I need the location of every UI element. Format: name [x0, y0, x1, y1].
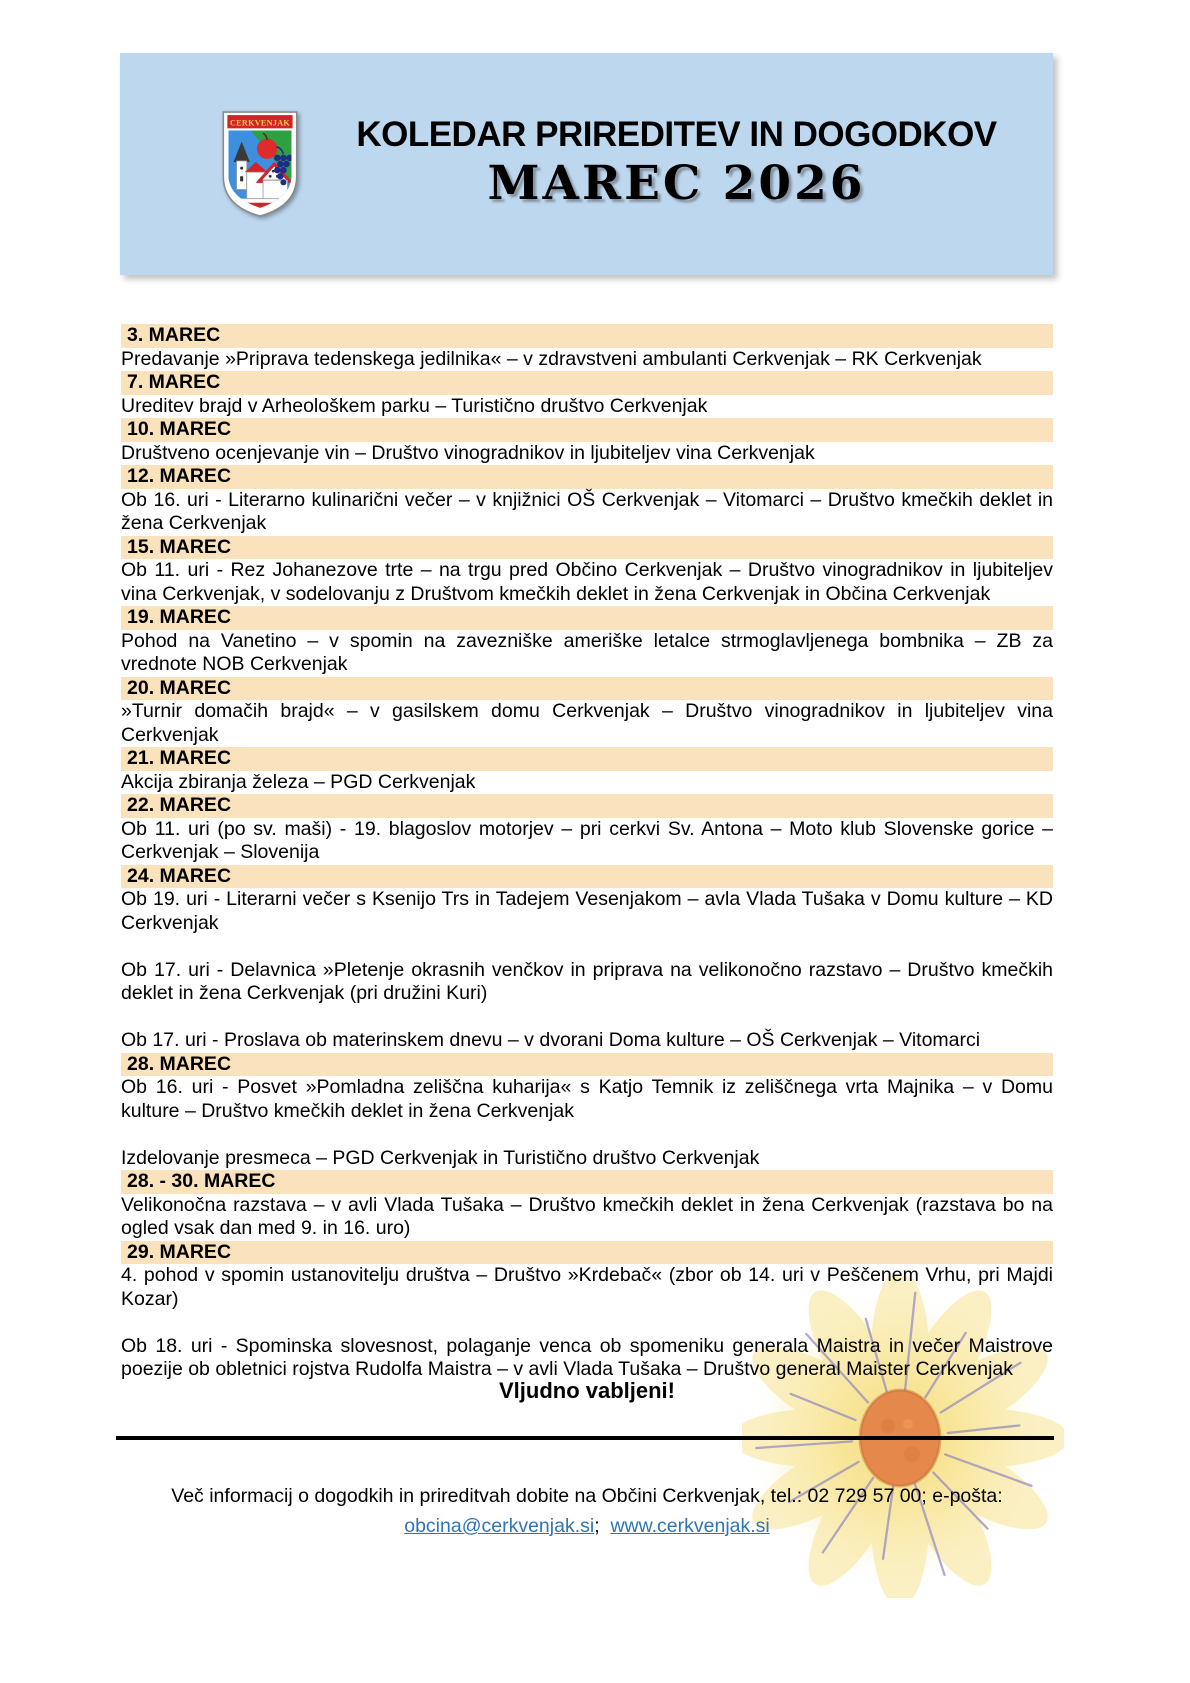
header-titles	[308, 115, 1045, 209]
event-description: Ob 11. uri - Rez Johanezove trte – na trgu pred Občino Cerkvenjak – Društvo vinogradnikov in ljubiteljev vina Cerkvenjak, v sodelovanju z Društvom kmečkih deklet in žena Cerkvenjak in Občina Cerkvenjak	[121, 559, 1053, 605]
event-date-header: 3. MAREC	[121, 324, 1053, 348]
footer-links-line	[121, 1511, 1053, 1541]
spacer-line	[121, 1311, 1053, 1335]
event-description: Ob 16. uri - Posvet »Pomladna zeliščna kuharija« s Katjo Temnik iz zeliščnega vrta Majnika – v Domu kulture – Društvo kmečkih deklet in žena Cerkvenjak	[121, 1076, 1053, 1122]
spacer-line	[121, 1006, 1053, 1030]
event-description: »Turnir domačih brajd« – v gasilskem domu Cerkvenjak – Društvo vinogradnikov in ljubiteljev vina Cerkvenjak	[121, 700, 1053, 746]
page-subtitle: MAREC 2026	[487, 156, 866, 211]
event-description: 4. pohod v spomin ustanovitelju društva – Društvo »Krdebač« (zbor ob 14. uri v Peščenem Vrhu, pri Majdi Kozar)	[121, 1264, 1053, 1310]
event-date-header: 10. MAREC	[121, 418, 1053, 442]
event-description: Ob 17. uri - Delavnica »Pletenje okrasnih venčkov in priprava na velikonočno razstavo – Društvo kmečkih deklet in žena Cerkvenjak (pri družini Kuri)	[121, 958, 1053, 1004]
event-description: Ob 17. uri - Proslava ob materinskem dnevu – v dvorani Doma kulture – OŠ Cerkvenjak – Vitomarci	[121, 1029, 981, 1051]
event-description: Ob 11. uri (po sv. maši) - 19. blagoslov motorjev – pri cerkvi Sv. Antona – Moto klub Slovenske gorice – Cerkvenjak – Slovenija	[121, 817, 1053, 863]
closing-invitation: Vljudno vabljeni!	[498, 1378, 675, 1403]
event-date-header: 20. MAREC	[121, 677, 1053, 701]
spacer-line	[121, 935, 1053, 959]
event-date-header: 22. MAREC	[121, 794, 1053, 818]
event-description: Predavanje »Priprava tedenskega jedilnika« – v zdravstveni ambulanti Cerkvenjak – RK Cerkvenjak	[121, 347, 982, 370]
event-description: Ob 18. uri - Spominska slovesnost, polaganje venca ob spomeniku generala Maistra in večer Maistrove poezije ob obletnici rojstva Rudolfa Maistra – v avli Vlada Tušaka – Društvo general Maister Cerkvenjak	[121, 1334, 1053, 1380]
event-description: Društveno ocenjevanje vin – Društvo vinogradnikov in ljubiteljev vina Cerkvenjak	[121, 441, 815, 464]
event-description: Ureditev brajd v Arheološkem parku – Turistično društvo Cerkvenjak	[121, 394, 708, 417]
event-date-header: 7. MAREC	[121, 371, 1053, 395]
event-date-header: 15. MAREC	[121, 536, 1053, 560]
municipal-coat-of-arms	[220, 109, 300, 217]
event-date-header: 29. MAREC	[121, 1241, 1053, 1265]
event-description: Ob 16. uri - Literarno kulinarični večer – v knjižnici OŠ Cerkvenjak – Vitomarci – Društvo kmečkih deklet in žena Cerkvenjak	[121, 488, 1053, 534]
event-date-header: 28. - 30. MAREC	[121, 1170, 1053, 1194]
footer-info: Več informacij o dogodkih in prireditvah dobite na Občini Cerkvenjak, tel.: 02 729 57 00; e-pošta:	[171, 1485, 1003, 1507]
event-date-header: 21. MAREC	[121, 747, 1053, 771]
website-link[interactable]: www.cerkvenjak.si	[610, 1515, 770, 1537]
event-description: Izdelovanje presmeca – PGD Cerkvenjak in Turistično društvo Cerkvenjak	[121, 1146, 760, 1169]
header-banner	[120, 53, 1053, 275]
page-title: KOLEDAR PRIREDITEV IN DOGODKOV	[356, 115, 997, 154]
footer	[121, 1481, 1053, 1541]
event-date-header: 28. MAREC	[121, 1053, 1053, 1077]
email-link[interactable]: obcina@cerkvenjak.si	[404, 1515, 595, 1537]
events-list	[121, 324, 1053, 1382]
event-description: Pohod na Vanetino – v spomin na zavezniške ameriške letalce strmoglavljenega bombnika – ZB za vrednote NOB Cerkvenjak	[121, 629, 1053, 675]
event-description: Velikonočna razstava – v avli Vlada Tušaka – Društvo kmečkih deklet in žena Cerkvenjak (razstava bo na ogled vsak dan med 9. in 16. uro)	[121, 1193, 1053, 1239]
event-date-header: 12. MAREC	[121, 465, 1053, 489]
coa-banner-text: CERKVENJAK	[229, 118, 291, 128]
event-date-header: 19. MAREC	[121, 606, 1053, 630]
event-description: Akcija zbiranja železa – PGD Cerkvenjak	[121, 770, 476, 793]
links-separator: ;	[594, 1515, 600, 1537]
footer-divider	[116, 1436, 1054, 1440]
event-date-header: 24. MAREC	[121, 865, 1053, 889]
spacer-line	[121, 1123, 1053, 1147]
event-description: Ob 19. uri - Literarni večer s Ksenijo Trs in Tadejem Vesenjakom – avla Vlada Tušaka v Domu kulture – KD Cerkvenjak	[121, 888, 1053, 934]
